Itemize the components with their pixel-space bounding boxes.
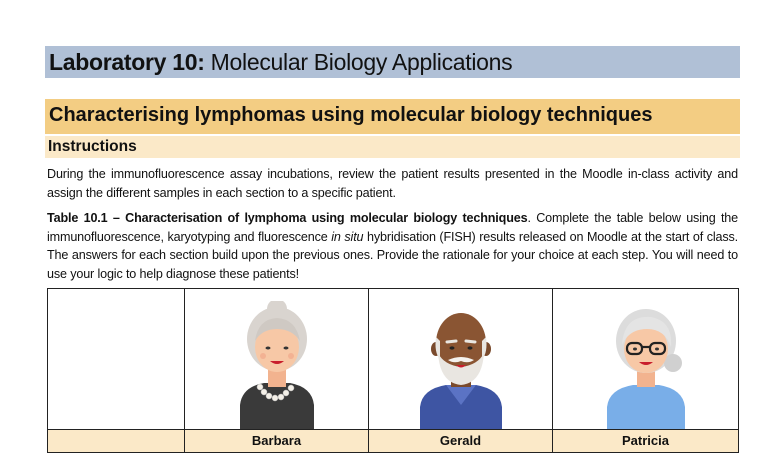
elderly-woman-glasses-avatar-icon xyxy=(591,301,701,429)
elderly-woman-avatar-icon xyxy=(222,301,332,429)
table-caption-text-2: hybridisation (FISH) results released on Moodle at the start of class. The answers for each section build upon the previous ones. Provide the rationale for your choice at each step. You will need to use your logic to help diagnose these patients! xyxy=(47,229,739,281)
name-row xyxy=(48,430,739,453)
instructions-heading: Instructions xyxy=(45,136,740,158)
empty-header-cell xyxy=(48,289,185,430)
table-caption-italic: in situ xyxy=(331,229,364,244)
table-caption xyxy=(47,209,738,283)
patient-cell-gerald xyxy=(369,289,553,430)
lab-title-bar xyxy=(45,46,740,78)
table-caption-label: Table 10.1 – Characterisation of lymphoma using molecular biology techniques xyxy=(47,211,528,225)
lab-title: Molecular Biology Applications xyxy=(210,49,513,75)
lab-number: Laboratory 10: xyxy=(49,49,205,75)
table-caption-text: . Complete the table below using the immunofluorescence, karyotyping and fluorescence xyxy=(47,211,739,244)
section-title: Characterising lymphomas using molecular biology techniques xyxy=(45,99,740,134)
patient-name: Barbara xyxy=(185,430,369,453)
patient-table xyxy=(47,288,739,453)
elderly-man-avatar-icon xyxy=(406,301,516,429)
patient-cell-barbara xyxy=(185,289,369,430)
empty-name-cell xyxy=(48,430,185,453)
patient-name: Gerald xyxy=(369,430,553,453)
patient-cell-patricia xyxy=(553,289,739,430)
avatar-row xyxy=(48,289,739,430)
instructions-paragraph: During the immunofluorescence assay incubations, review the patient results presented in the Moodle in-class activity and assign the different samples in each section to a specific patient. xyxy=(47,167,738,200)
patient-name: Patricia xyxy=(553,430,739,453)
